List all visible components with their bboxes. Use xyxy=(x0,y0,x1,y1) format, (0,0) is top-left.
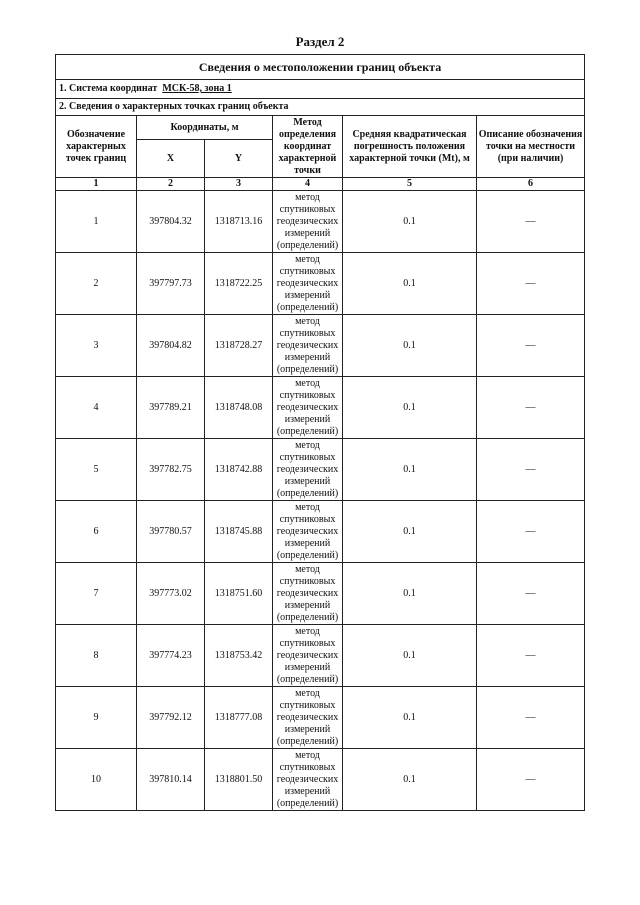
header-description: Описание обозначения точки на местности (при наличии) xyxy=(477,116,585,178)
description-cell: — xyxy=(477,253,585,315)
description-cell: — xyxy=(477,191,585,253)
points-title: 2. Сведения о характерных точках границ объекта xyxy=(56,99,585,116)
column-number: 3 xyxy=(205,178,273,191)
description-cell: — xyxy=(477,563,585,625)
error-cell: 0.1 xyxy=(343,377,477,439)
y-coordinate-cell: 1318748.08 xyxy=(205,377,273,439)
error-cell: 0.1 xyxy=(343,253,477,315)
table-row xyxy=(56,687,585,749)
table-row xyxy=(56,749,585,811)
error-cell: 0.1 xyxy=(343,749,477,811)
x-coordinate-cell: 397789.21 xyxy=(137,377,205,439)
table-row xyxy=(56,377,585,439)
description-cell: — xyxy=(477,749,585,811)
method-cell: метод спутниковых геодезических измерений (определений) xyxy=(273,625,343,687)
x-coordinate-cell: 397810.14 xyxy=(137,749,205,811)
coordinate-system-value: МСК-58, зона 1 xyxy=(162,83,232,94)
header-designation: Обозначение характерных точек границ xyxy=(56,116,137,178)
table-row xyxy=(56,253,585,315)
points-title-row xyxy=(56,99,585,116)
header-coords: Координаты, м xyxy=(137,116,273,140)
description-cell: — xyxy=(477,501,585,563)
coordinate-system-cell xyxy=(56,80,585,99)
point-id-cell: 1 xyxy=(56,191,137,253)
table-row xyxy=(56,315,585,377)
point-id-cell: 8 xyxy=(56,625,137,687)
column-number: 5 xyxy=(343,178,477,191)
error-cell: 0.1 xyxy=(343,563,477,625)
point-id-cell: 5 xyxy=(56,439,137,501)
y-coordinate-cell: 1318753.42 xyxy=(205,625,273,687)
description-cell: — xyxy=(477,439,585,501)
error-cell: 0.1 xyxy=(343,315,477,377)
error-cell: 0.1 xyxy=(343,439,477,501)
header-method: Метод определения координат характерной точки xyxy=(273,116,343,178)
y-coordinate-cell: 1318751.60 xyxy=(205,563,273,625)
point-id-cell: 7 xyxy=(56,563,137,625)
column-number: 2 xyxy=(137,178,205,191)
method-cell: метод спутниковых геодезических измерений (определений) xyxy=(273,563,343,625)
table-row xyxy=(56,501,585,563)
method-cell: метод спутниковых геодезических измерений (определений) xyxy=(273,253,343,315)
method-cell: метод спутниковых геодезических измерений (определений) xyxy=(273,377,343,439)
x-coordinate-cell: 397774.23 xyxy=(137,625,205,687)
coordinate-system-row xyxy=(56,80,585,99)
section-title: Раздел 2 xyxy=(295,34,345,49)
table-row xyxy=(56,191,585,253)
description-cell: — xyxy=(477,315,585,377)
method-cell: метод спутниковых геодезических измерений (определений) xyxy=(273,439,343,501)
table-row xyxy=(56,563,585,625)
method-cell: метод спутниковых геодезических измерений (определений) xyxy=(273,191,343,253)
table-row xyxy=(56,625,585,687)
y-coordinate-cell: 1318728.27 xyxy=(205,315,273,377)
header-error: Средняя квадратическая погрешность положения характерной точки (Mt), м xyxy=(343,116,477,178)
error-cell: 0.1 xyxy=(343,191,477,253)
y-coordinate-cell: 1318745.88 xyxy=(205,501,273,563)
x-coordinate-cell: 397804.82 xyxy=(137,315,205,377)
table-heading: Сведения о местоположении границ объекта xyxy=(56,55,585,80)
y-coordinate-cell: 1318801.50 xyxy=(205,749,273,811)
method-cell: метод спутниковых геодезических измерений (определений) xyxy=(273,315,343,377)
error-cell: 0.1 xyxy=(343,501,477,563)
x-coordinate-cell: 397780.57 xyxy=(137,501,205,563)
description-cell: — xyxy=(477,687,585,749)
column-numbers-row xyxy=(56,178,585,191)
method-cell: метод спутниковых геодезических измерений (определений) xyxy=(273,749,343,811)
point-id-cell: 3 xyxy=(56,315,137,377)
x-coordinate-cell: 397792.12 xyxy=(137,687,205,749)
error-cell: 0.1 xyxy=(343,625,477,687)
x-coordinate-cell: 397773.02 xyxy=(137,563,205,625)
table-row xyxy=(56,439,585,501)
description-cell: — xyxy=(477,625,585,687)
boundary-table xyxy=(55,54,585,811)
description-cell: — xyxy=(477,377,585,439)
column-number: 1 xyxy=(56,178,137,191)
x-coordinate-cell: 397782.75 xyxy=(137,439,205,501)
x-coordinate-cell: 397804.32 xyxy=(137,191,205,253)
coordinate-system-label: 1. Система координат xyxy=(59,83,158,94)
heading-row xyxy=(56,55,585,80)
x-coordinate-cell: 397797.73 xyxy=(137,253,205,315)
header-y: Y xyxy=(205,140,273,178)
method-cell: метод спутниковых геодезических измерений (определений) xyxy=(273,687,343,749)
header-row-1 xyxy=(56,116,585,140)
column-number: 4 xyxy=(273,178,343,191)
point-id-cell: 6 xyxy=(56,501,137,563)
y-coordinate-cell: 1318713.16 xyxy=(205,191,273,253)
y-coordinate-cell: 1318722.25 xyxy=(205,253,273,315)
column-number: 6 xyxy=(477,178,585,191)
error-cell: 0.1 xyxy=(343,687,477,749)
point-id-cell: 10 xyxy=(56,749,137,811)
point-id-cell: 2 xyxy=(56,253,137,315)
point-id-cell: 9 xyxy=(56,687,137,749)
table-body xyxy=(56,55,585,811)
y-coordinate-cell: 1318777.08 xyxy=(205,687,273,749)
header-x: X xyxy=(137,140,205,178)
method-cell: метод спутниковых геодезических измерений (определений) xyxy=(273,501,343,563)
y-coordinate-cell: 1318742.88 xyxy=(205,439,273,501)
point-id-cell: 4 xyxy=(56,377,137,439)
